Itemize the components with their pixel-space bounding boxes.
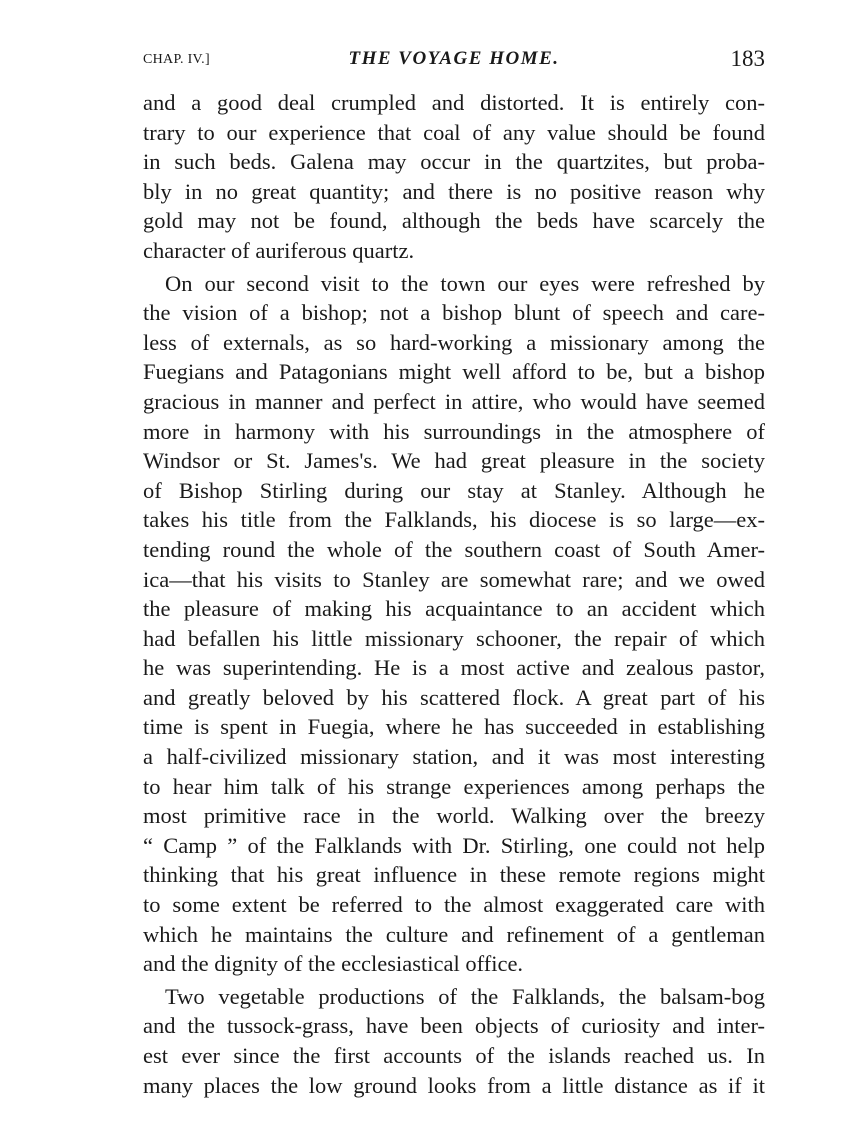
text-line: he was superintending. He is a most active and zealous pastor, xyxy=(143,655,765,681)
text-line: bly in no great quantity; and there is no positive reason why xyxy=(143,178,765,204)
text-line: gracious in manner and perfect in attire, who would have seemed xyxy=(143,388,765,414)
text-line: and the tussock-grass, have been objects of curiosity and inter- xyxy=(143,1013,765,1039)
text-line: and greatly beloved by his scattered flock. A great part of his xyxy=(143,684,765,710)
text-line: character of auriferous quartz. xyxy=(143,237,415,263)
text-line: less of externals, as so hard-working a missionary among the xyxy=(143,329,765,355)
text-line: Fuegians and Patagonians might well afford to be, but a bishop xyxy=(143,359,765,385)
text-line: trary to our experience that coal of any value should be found xyxy=(143,119,765,145)
text-line: the pleasure of making his acquaintance to an accident which xyxy=(143,596,765,622)
text-line: est ever since the first accounts of the islands reached us. In xyxy=(143,1043,765,1068)
text-line: tending round the whole of the southern coast of South Amer- xyxy=(143,536,765,562)
text-line: to some extent be referred to the almost exaggerated care with xyxy=(143,892,765,918)
chapter-label: CHAP. IV.] xyxy=(143,52,210,67)
paragraph xyxy=(143,88,765,266)
body-text xyxy=(143,88,765,1100)
paragraph xyxy=(143,982,765,1100)
paragraph xyxy=(143,269,765,979)
page-number: 183 xyxy=(730,46,765,71)
text-line: a half-civilized missionary station, and it was most interesting xyxy=(143,744,765,770)
text-line: more in harmony with his surroundings in the atmosphere of xyxy=(143,418,765,444)
text-line: and the dignity of the ecclesiastical office. xyxy=(143,951,524,977)
text-line: had befallen his little missionary schooner, the repair of which xyxy=(143,625,765,651)
text-line: Two vegetable productions of the Falklands, the balsam-bog xyxy=(165,983,765,1009)
text-line: the vision of a bishop; not a bishop blunt of speech and care- xyxy=(143,300,765,326)
text-line: ica—that his visits to Stanley are somewhat rare; and we owed xyxy=(143,566,765,592)
text-line: in such beds. Galena may occur in the quartzites, but proba- xyxy=(143,149,765,175)
text-line: Windsor or St. James's. We had great pleasure in the society xyxy=(143,448,765,474)
text-line: which he maintains the culture and refinement of a gentleman xyxy=(143,921,765,947)
text-line: gold may not be found, although the beds have scarcely the xyxy=(143,208,765,234)
text-line: and a good deal crumpled and distorted. It is entirely con- xyxy=(143,90,765,115)
text-line: to hear him talk of his strange experiences among perhaps the xyxy=(143,773,765,799)
text-line: “ Camp ” of the Falklands with Dr. Stirling, one could not help xyxy=(143,832,765,858)
text-line: thinking that his great influence in these remote regions might xyxy=(143,862,765,888)
text-line: takes his title from the Falklands, his diocese is so large—ex- xyxy=(143,507,765,533)
text-line: of Bishop Stirling during our stay at Stanley. Although he xyxy=(143,477,765,503)
running-header xyxy=(143,46,765,78)
text-line: most primitive race in the world. Walking over the breezy xyxy=(143,803,765,829)
running-title: THE VOYAGE HOME. xyxy=(348,48,560,69)
text-line: many places the low ground looks from a little distance as if it xyxy=(143,1072,765,1098)
text-line: time is spent in Fuegia, where he has succeeded in establishing xyxy=(143,714,765,740)
text-line: On our second visit to the town our eyes were refreshed by xyxy=(165,270,765,296)
